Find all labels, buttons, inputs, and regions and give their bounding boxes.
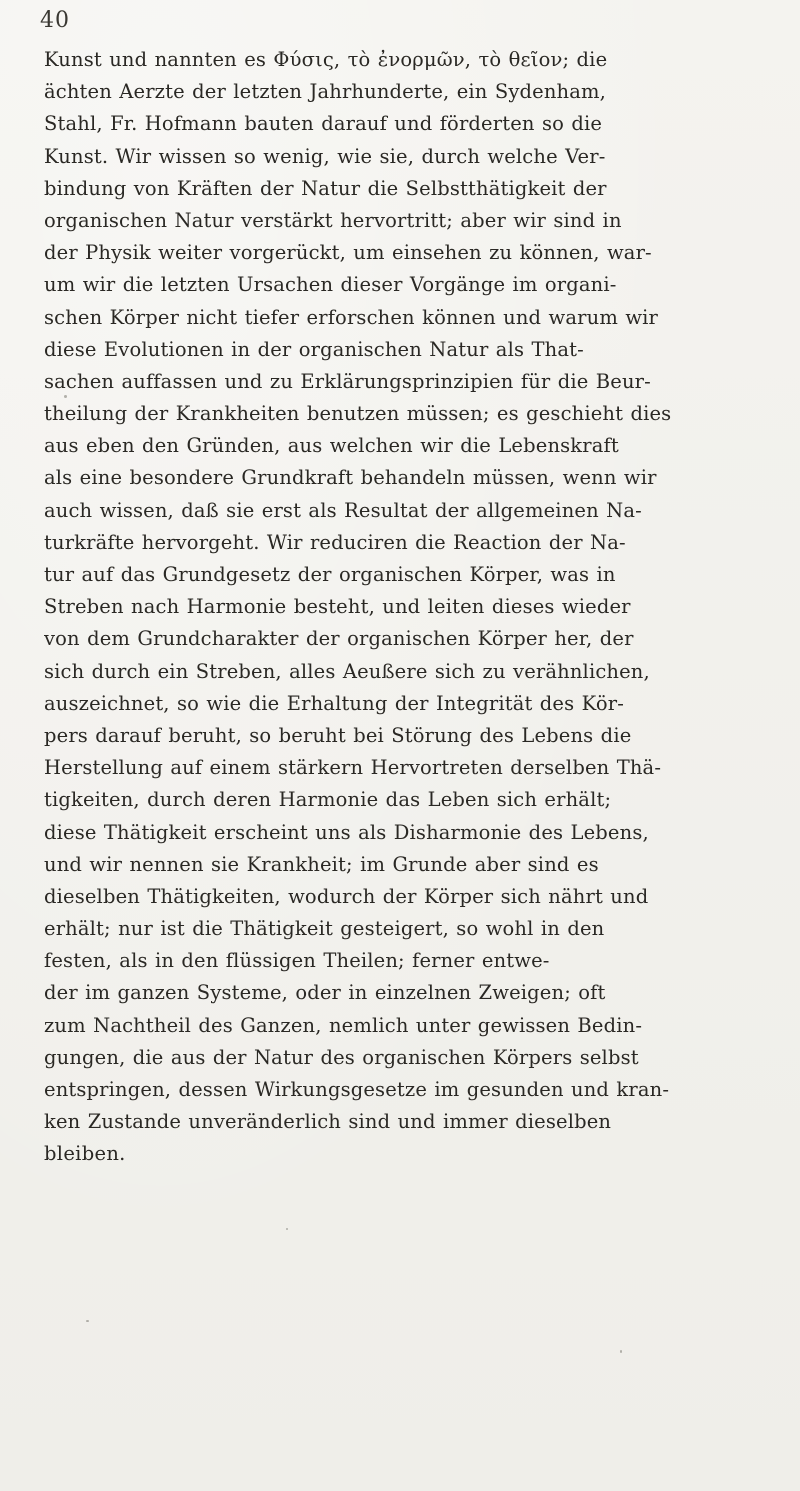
paper-speck	[620, 1350, 622, 1353]
text-line: von dem Grundcharakter der organischen Körper her, der	[44, 627, 634, 651]
text-line: Kunst. Wir wissen so wenig, wie sie, durch welche Ver-	[44, 144, 606, 168]
page-number: 40	[40, 8, 70, 33]
text-line: der im ganzen Systeme, oder in einzelnen Zweigen; oft	[44, 981, 606, 1005]
text-line: festen, als in den flüssigen Theilen; ferner entwe-	[44, 949, 550, 973]
paper-speck	[64, 395, 67, 398]
text-line: sachen auffassen und zu Erklärungsprinzipien für die Beur-	[44, 369, 651, 393]
text-line: bleiben.	[44, 1142, 126, 1166]
text-line: ächten Aerzte der letzten Jahrhunderte, ein Sydenham,	[44, 80, 607, 104]
paper-speck	[286, 1228, 288, 1230]
text-line: dieselben Thätigkeiten, wodurch der Körper sich nährt und	[44, 884, 649, 908]
text-line: ken Zustande unveränderlich sind und immer dieselben	[44, 1110, 612, 1134]
text-line: Kunst und nannten es Φύσις, τὸ ἐνορμῶν, τὸ θεῖον; die	[44, 48, 608, 71]
text-line: gungen, die aus der Natur des organischen Körpers selbst	[44, 1045, 639, 1069]
text-line: um wir die letzten Ursachen dieser Vorgänge im organi-	[44, 273, 617, 297]
text-line: pers darauf beruht, so beruht bei Störung des Lebens die	[44, 723, 632, 747]
text-line: schen Körper nicht tiefer erforschen können und warum wir	[44, 305, 659, 329]
text-line: Stahl, Fr. Hofmann bauten darauf und förderten so die	[44, 112, 603, 136]
text-line: Streben nach Harmonie besteht, und leiten dieses wieder	[44, 595, 631, 619]
text-line: organischen Natur verstärkt hervortritt; aber wir sind in	[44, 208, 622, 232]
text-line: erhält; nur ist die Thätigkeit gesteigert, so wohl in den	[44, 917, 605, 941]
text-line: auszeichnet, so wie die Erhaltung der Integrität des Kör-	[44, 691, 624, 715]
text-line: turkräfte hervorgeht. Wir reduciren die Reaction der Na-	[44, 530, 626, 554]
text-line: der Physik weiter vorgerückt, um einsehen zu können, war-	[44, 241, 652, 265]
text-line: sich durch ein Streben, alles Aeußere sich zu verähnlichen,	[44, 659, 650, 683]
paper-speck	[86, 1320, 89, 1322]
text-line: als eine besondere Grundkraft behandeln müssen, wenn wir	[44, 466, 657, 490]
text-line: diese Evolutionen in der organischen Natur als That-	[44, 337, 584, 361]
text-line: theilung der Krankheiten benutzen müssen; es geschieht dies	[44, 402, 672, 426]
text-line: aus eben den Gründen, aus welchen wir die Lebenskraft	[44, 434, 619, 458]
text-line: und wir nennen sie Krankheit; im Grunde aber sind es	[44, 852, 599, 876]
text-line: entspringen, dessen Wirkungsgesetze im gesunden und kran-	[44, 1078, 670, 1101]
text-line: tigkeiten, durch deren Harmonie das Leben sich erhält;	[44, 788, 612, 812]
text-line: bindung von Kräften der Natur die Selbstthätigkeit der	[44, 176, 607, 200]
text-line: zum Nachtheil des Ganzen, nemlich unter gewissen Bedin-	[44, 1013, 643, 1037]
text-line: diese Thätigkeit erscheint uns als Disharmonie des Lebens,	[44, 820, 649, 844]
text-line: Herstellung auf einem stärkern Hervortreten derselben Thä-	[44, 756, 662, 780]
text-line: auch wissen, daß sie erst als Resultat der allgemeinen Na-	[44, 498, 642, 522]
body-text	[44, 44, 774, 1171]
text-line: tur auf das Grundgesetz der organischen Körper, was in	[44, 563, 616, 586]
